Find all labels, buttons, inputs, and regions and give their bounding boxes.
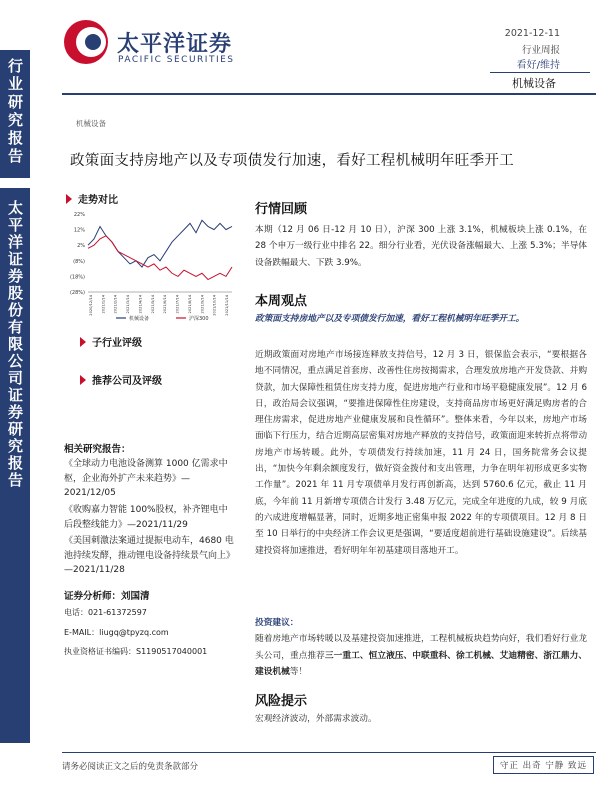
x-tick-label: 2021/2/14 <box>113 295 118 314</box>
sub-industry-heading-text: 子行业评级 <box>92 338 142 349</box>
y-tick-label: (28%) <box>69 290 85 296</box>
sub-industry-heading <box>80 334 142 349</box>
header-rule <box>62 93 596 95</box>
invest-end: 等！ <box>289 666 308 677</box>
analyst-email[interactable]: E-MAIL：liugq@tpyzq.com <box>64 628 169 637</box>
x-tick-label: 2021/6/14 <box>163 295 168 314</box>
related-report[interactable]: 《美国刺激法案通过提振电动车，4680 电池持续发酵，推动锂电设备持续景气向上》—2021/11/28 <box>64 536 236 575</box>
disclaimer: 请务必阅读正文之后的免责条款部分 <box>62 762 199 772</box>
header-divider <box>490 72 590 73</box>
x-tick-label: 2021/8/14 <box>187 295 192 314</box>
brand-name-en: PACIFIC SECURITIES <box>118 55 235 65</box>
view-body: 近期政策面对房地产市场接连释放支持信号，12 月 3 日，银保监会表示，“要根据各地不同情况，重点满足首套房、改善性住房按揭需求，合理发放房地产开发贷款、并购贷款，加大保障性租赁住房支持力度，促进房地产行业和市场平稳健康发展”。12 月 6 日，政治局会议强调，“要推进保障性住房建设，支持商品房市场更好满足购房者的合理住房需求，促进房地产业健康发展和良性循环”。整体来看，今年以来，房地产市场面临下行压力，结合近期高层密集对房地产释放的支持信号，政策面迎来转折点将带动房地产市场转暖。此外，专项债发行持续加速，11 月 24 日，国务院常务会议提出，“加快今年剩余额度发行，做好资金拨付和支出管理，力争在明年初形成更多实物工作量”。2021 年 11 月专项债单月发行再创新高，达到 5760.6 亿元，截止 11 月底，今年前 11 月新增专项债合计发行 3.48 万亿元，完成全年进度的九成，较 9 月底的六成进度增幅显著，同时，近期多地正密集申报 2022 年的专项债项目。12 月 8 日至 10 日举行的中央经济工作会议更是强调，“要适度超前进行基础设施建设”。后续基建投资将加速推进，看好明年年初基建项目落地开工。 <box>255 350 587 556</box>
report-sector: 机械设备 <box>512 77 556 90</box>
risk-heading: 风险提示 <box>255 694 308 709</box>
report-type: 行业周报 <box>521 45 560 56</box>
page-title: 政策面支持房地产以及专项债发行加速，看好工程机械明年旺季开工 <box>70 153 514 169</box>
analyst-license: 执业资格证书编码：S1190517040001 <box>64 647 208 656</box>
company-heading-text: 推荐公司及评级 <box>92 376 162 387</box>
analyst-name: 证券分析师：刘国清 <box>64 591 150 602</box>
sidebar-label-bottom: 太平洋证券股份有限公司证券研究报告 <box>6 200 24 489</box>
x-tick-label: 2021/11/14 <box>225 295 229 316</box>
series-line-机械设备 <box>88 220 232 267</box>
brand-name: 太平洋证券 <box>117 32 233 57</box>
invest-text <box>255 631 587 680</box>
x-tick-label: 2021/5/14 <box>150 295 155 314</box>
related-report[interactable]: 《全球动力电池设备测算 1000 亿需求中枢，企业海外扩产未来趋势》—2021/12/05 <box>64 459 228 498</box>
motto: 守正 出奇 宁静 致远 <box>493 756 594 774</box>
view-heading: 本周观点 <box>255 294 308 309</box>
invest-label: 投资建议： <box>255 618 299 628</box>
related-title: 相关研究报告： <box>64 444 131 455</box>
related-report[interactable]: 《收购嘉力智能 100%股权，补齐锂电中后段整线能力》—2021/11/29 <box>64 505 228 530</box>
y-tick-label: 12% <box>73 227 85 234</box>
x-tick-label: 2021/7/14 <box>175 295 180 314</box>
trend-heading-text: 走势对比 <box>78 195 118 206</box>
y-tick-label: 22% <box>73 212 85 218</box>
x-tick-label: 2020/12/14 <box>89 295 93 316</box>
x-tick-label: 2021/3/14 <box>126 295 131 314</box>
report-date: 2021-12-11 <box>504 28 560 39</box>
triangle-bullet-icon <box>80 337 86 347</box>
y-tick-label: 2% <box>77 243 85 250</box>
review-heading: 行情回顾 <box>255 202 308 217</box>
trend-heading <box>66 191 118 206</box>
y-tick-label: (18%) <box>69 274 85 281</box>
triangle-bullet-icon <box>66 194 72 204</box>
x-tick-label: 2021/10/14 <box>212 295 217 316</box>
analyst-phone: 电话：021-61372597 <box>64 608 147 617</box>
x-tick-label: 2021/9/14 <box>200 295 205 314</box>
legend-label: 机械设备 <box>129 316 150 322</box>
review-body: 本期（12 月 06 日-12 月 10 日），沪深 300 上涨 3.1%，机械板块上涨 0.1%，在 28 个申万一级行业中排名 22。细分行业看，光伏设备涨幅最大、上涨 5.3%；半导体设备跌幅最大、下跌 3.9%。 <box>255 225 587 268</box>
invest-companies: 三一重工、恒立液压、中联重科、徐工机械、艾迪精密、浙江鼎力、建设机械 <box>255 650 588 677</box>
x-tick-label: 2021/4/14 <box>138 295 143 314</box>
y-tick-label: (8%) <box>73 258 85 265</box>
footer-rule <box>62 752 596 753</box>
risk-body: 宏观经济波动，外部需求波动。 <box>255 714 377 724</box>
view-subtitle: 政策面支持房地产以及专项债发行加速，看好工程机械明年旺季开工。 <box>255 314 525 324</box>
industry-tag: 机械设备 <box>76 119 106 128</box>
pacific-logo-icon <box>62 18 110 66</box>
sidebar-label-top: 行业研究报告 <box>6 58 24 166</box>
legend-label: 沪深300 <box>189 316 209 322</box>
triangle-bullet-icon <box>80 375 86 385</box>
x-tick-label: 2021/1/14 <box>101 295 106 314</box>
report-rating: 看好/维持 <box>516 60 560 71</box>
invest-body: 随着房地产市场转暖以及基建投资加速推进，工程机械板块趋势向好，我们看好行业龙头公司，重点推荐 <box>255 634 587 661</box>
trend-chart <box>66 208 236 326</box>
company-heading <box>80 372 162 387</box>
series-line-沪深300 <box>88 236 232 280</box>
invest-advice <box>255 615 587 680</box>
